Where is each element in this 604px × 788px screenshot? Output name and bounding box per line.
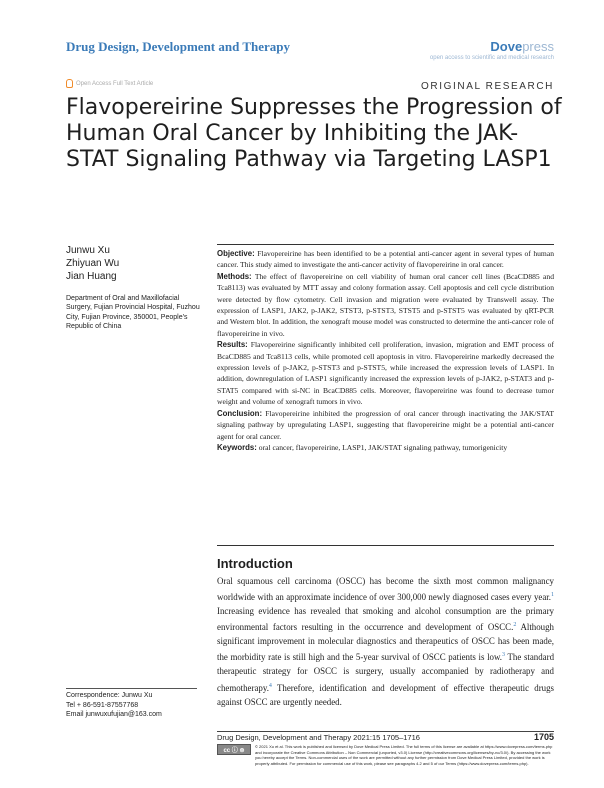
correspondence-divider <box>66 688 197 689</box>
intro-sentence: Increasing evidence has revealed that smoking and alcohol consumption are the primary environmental factors resulting in the occurrence and development of OSCC. <box>217 606 554 633</box>
author-name: Jian Huang <box>66 271 117 282</box>
page-number: 1705 <box>533 732 554 742</box>
methods-label: Methods: <box>217 271 252 281</box>
intro-sentence: The standard therapeutic strategy for OSCC is surgery, usually accompanied by radiotherapy and chemotherapy. <box>217 652 555 693</box>
article-title: Flavopereirine Suppresses the Progression of Human Oral Cancer by Inhibiting the JAK-STAT Signaling Pathway via Targeting LASP1 <box>66 95 562 172</box>
methods-text: The effect of flavopereirine on cell viability of human oral cancer cell lines (BcaCD885 and Tca8113) was evaluated by MTT assay and colony formation assay. Cell apoptosis and cell cycle distribution were detected by flow cytometry. Cell invasion and migration were evaluated by Transwell assay. The expression of LASP1, JAK2, p-JAK2, STST3, p-STST3, STST5 and p-STST5 was evaluated by qRT-PCR and Western blot. In addition, the xenograft mouse model was constructed to determine the anti-cancer role of flavopereirine in vivo. <box>217 271 554 338</box>
abstract-results <box>217 339 554 407</box>
section-divider <box>217 545 554 546</box>
journal-name: Drug Design, Development and Therapy <box>66 39 291 54</box>
license-text: © 2021 Xu et al. This work is published and licensed by Dove Medical Press Limited. The full terms of this license are available at https://www.dovepress.com/terms.php and incorporate the Creative Commons Attribution – Non Commercial (unported, v3.0) License (http://creativecommons.org/licenses/by-nc/3.0/). By accessing the work you hereby accept the Terms. Non-commercial uses of the work are permitted without any further permission from Dove Medical Press Limited, provided the work is properly attributed. For permission for commercial use of this work, please see paragraphs 4.2 and 5 of our Terms (https://www.dovepress.com/terms.php). <box>255 744 553 766</box>
open-lock-icon <box>66 79 73 88</box>
correspondence-email[interactable]: Email junwuxufujian@163.com <box>66 711 162 718</box>
correspondence-name: Correspondence: Junwu Xu <box>66 692 153 699</box>
conclusion-text: Flavopereirine inhibited the progression of oral cancer through inactivating the JAK/STAT signaling pathway by upregulating LASP1, suggesting that flavopereirine might be a potential anti-cancer agent for oral cancer. <box>217 408 554 441</box>
author-name: Zhiyuan Wu <box>66 258 120 269</box>
publisher-logo <box>430 39 554 61</box>
results-label: Results: <box>217 340 248 350</box>
conclusion-label: Conclusion: <box>217 408 263 418</box>
abstract-methods <box>217 271 554 339</box>
objective-text: Flavopereirine has been identified to be a potential anti-cancer agent in several types of human cancer. This study aimed to investigate the anti-cancer activity of flavopereirine in oral cancer. <box>217 249 554 270</box>
abstract-conclusion <box>217 408 554 442</box>
intro-sentence: Oral squamous cell carcinoma (OSCC) has become the sixth most common malignancy worldwide with an approximate incidence of over 300,000 newly diagnosed cases every year. <box>217 576 554 603</box>
cc-badge-text: cc ⓘ ⊜ <box>223 748 245 754</box>
keywords-label: Keywords: <box>217 442 257 452</box>
results-text: Flavopereirine significantly inhibited cell proliferation, invasion, migration and EMT process of BcaCD885 and Tca8113 cells, while promoted cell apoptosis in vitro. Flavopereirine markedly decreased the expression levels of p-JAK2, p-STST3 and p-STST5, while increased the expression levels of LASP1. In addition, downregulation of LASP1 significantly increased the expression levels of p-JAK2, p-STAT3 and p-STAT5 compared with si-NC in BcaCD885 cells. Moreover, flavopereirine was found to decrease tumor weight and volume of xenograft tumors in vivo. <box>217 340 554 407</box>
reference-link[interactable]: 3 <box>502 652 506 659</box>
publisher-brand-dark: Dove <box>490 39 523 54</box>
author-name: Junwu Xu <box>66 245 110 256</box>
correspondence-phone: Tel + 86-591-87557768 <box>66 701 139 709</box>
reference-link[interactable]: 2 <box>513 622 517 629</box>
article-type: ORIGINAL RESEARCH <box>421 81 554 92</box>
introduction-heading: Introduction <box>217 556 293 571</box>
abstract-objective <box>217 248 554 271</box>
open-access-label <box>66 79 153 88</box>
abstract-keywords <box>217 442 554 453</box>
open-access-text: Open Access Full Text Article <box>76 80 154 87</box>
creative-commons-icon[interactable] <box>217 744 251 755</box>
introduction-paragraph <box>217 574 554 709</box>
footer-divider <box>217 731 554 732</box>
objective-label: Objective: <box>217 249 255 258</box>
reference-link[interactable]: 4 <box>268 682 272 689</box>
intro-sentence: Therefore, identification and development of effective therapeutic drugs against OSCC are urgently needed. <box>217 682 554 707</box>
keywords-text: oral cancer, flavopereirine, LASP1, JAK/STAT signaling pathway, tumorigenicity <box>258 442 508 452</box>
correspondence <box>66 691 162 720</box>
publisher-brand-light: press <box>522 39 554 54</box>
author-list <box>66 244 119 283</box>
reference-link[interactable]: 1 <box>551 592 554 599</box>
affiliation: Department of Oral and Maxillofacial Surgery, Fujian Provincial Hospital, Fuzhou City, Fujian Province, 350001, People's Republic of China <box>66 295 200 331</box>
intro-sentence: Although significant improvement in molecular diagnostics and therapeutics of OSCC has been made, the morbidity rate is still high and the 5-year survival of OSCC patients is low. <box>217 622 554 663</box>
abstract <box>217 244 554 453</box>
license-block <box>217 744 554 766</box>
footer-citation: Drug Design, Development and Therapy 2021:15 1705–1716 <box>217 733 420 742</box>
publisher-tagline: open access to scientific and medical research <box>429 55 554 61</box>
